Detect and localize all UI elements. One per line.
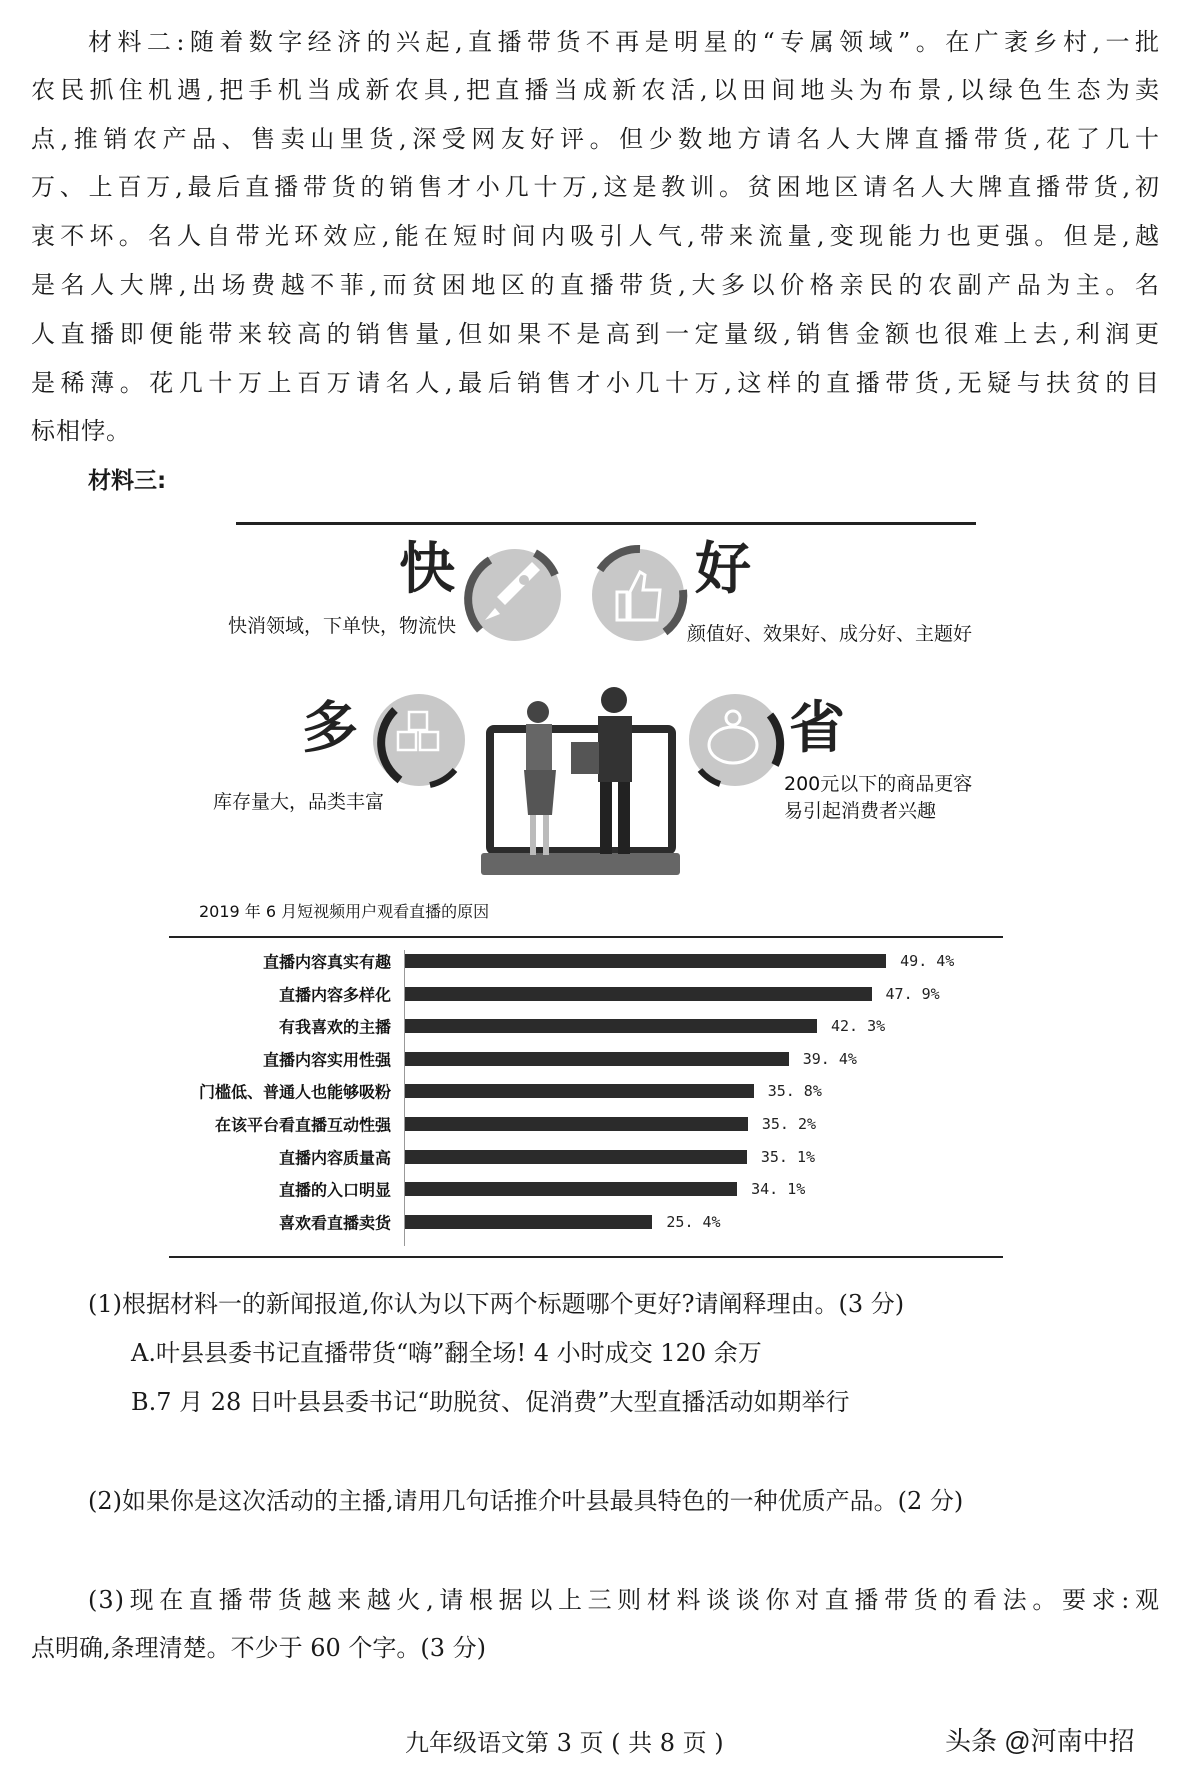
bar — [405, 1215, 652, 1229]
paragraph-line: 材料二:随着数字经济的兴起,直播带货不再是明星的“专属领域”。在广袤乡村,一批 — [88, 28, 1160, 56]
bar — [405, 1117, 748, 1131]
good-caption: 颜值好、效果好、成分好、主题好 — [687, 623, 973, 645]
bar-chart — [169, 936, 1003, 1258]
paragraph-line: 衷不坏。名人自带光环效应,能在短时间内吸引人气,带来流量,变现能力也更强。但是,越 — [31, 222, 1160, 250]
many-caption: 库存量大，品类丰富 — [213, 791, 385, 813]
question-3-line-2: 点明确,条理清楚。不少于 60 个字。(3 分) — [31, 1634, 487, 1662]
fast-char: 快 — [399, 537, 455, 602]
bar — [405, 954, 886, 968]
bar — [405, 987, 872, 1001]
rocket-icon — [468, 549, 561, 641]
paragraph-line: 标相悖。 — [31, 417, 131, 445]
category-label: 门槛低、普通人也能够吸粉 — [198, 1082, 391, 1102]
value-label: 35. 1% — [760, 1147, 816, 1166]
category-label: 直播内容质量高 — [278, 1148, 391, 1168]
laptop-with-people-illustration — [481, 687, 680, 875]
category-label: 喜欢看直播卖货 — [278, 1213, 391, 1233]
value-label: 39. 4% — [802, 1049, 857, 1068]
chart-title: 2019 年 6 月短视频用户观看直播的原因 — [199, 902, 490, 921]
paragraph-line: 农民抓住机遇,把手机当成新农具,把直播当成新农活,以田间地头为布景,以绿色生态为卖 — [31, 76, 1160, 104]
category-label: 直播内容多样化 — [278, 985, 391, 1005]
paragraph-line: 是稀薄。花几十万上百万请名人,最后销售才小几十万,这样的直播带货,无疑与扶贫的目 — [31, 369, 1160, 397]
bar — [405, 1052, 789, 1066]
value-label: 34. 1% — [751, 1180, 806, 1199]
piggy-bank-icon — [689, 694, 781, 786]
category-label: 直播内容实用性强 — [262, 1050, 391, 1070]
good-char: 好 — [695, 537, 751, 602]
save-caption-line-2: 易引起消费者兴趣 — [784, 800, 937, 822]
save-caption-line-1: 200元以下的商品更容 — [784, 773, 973, 795]
bar — [405, 1150, 747, 1164]
question-1: (1)根据材料一的新闻报道,你认为以下两个标题哪个更好?请阐释理由。(3 分) — [88, 1290, 905, 1318]
category-label: 在该平台看直播互动性强 — [214, 1115, 391, 1135]
paragraph-line: 人直播即便能带来较高的销售量,但如果不是高到一定量级,销售金额也很难上去,利润更 — [31, 320, 1160, 348]
bar — [405, 1084, 754, 1098]
watermark: 头条 @河南中招 — [945, 1726, 1135, 1756]
category-label: 直播的入口明显 — [278, 1180, 391, 1200]
category-label: 有我喜欢的主播 — [278, 1017, 391, 1037]
bar — [405, 1019, 817, 1033]
value-label: 42. 3% — [831, 1017, 886, 1036]
cubes-icon — [373, 694, 465, 786]
question-2: (2)如果你是这次活动的主播,请用几句话推介叶县最具特色的一种优质产品。(2 分) — [88, 1487, 964, 1515]
category-label: 直播内容真实有趣 — [262, 952, 391, 972]
question-1-option-a: A.叶县县委书记直播带货“嗨”翻全场! 4 小时成交 120 余万 — [131, 1339, 762, 1367]
question-1-option-b: B.7 月 28 日叶县县委书记“助脱贫、促消费”大型直播活动如期举行 — [131, 1388, 850, 1416]
paragraph-line: 是名人大牌,出场费越不菲,而贫困地区的直播带货,大多以价格亲民的农副产品为主。名 — [31, 271, 1160, 299]
paragraph-line: 点,推销农产品、售卖山里货,深受网友好评。但少数地方请名人大牌直播带货,花了几十 — [31, 125, 1160, 153]
paragraph-line: 万、上百万,最后直播带货的销售才小几十万,这是教训。贫困地区请名人大牌直播带货,初 — [31, 173, 1160, 201]
many-char: 多 — [302, 696, 358, 761]
value-label: 25. 4% — [666, 1212, 721, 1231]
value-label: 35. 2% — [761, 1115, 817, 1133]
value-label: 49. 4% — [900, 952, 955, 970]
page-footer: 九年级语文第 3 页 ( 共 8 页 ) — [405, 1729, 724, 1757]
bar — [405, 1182, 737, 1196]
chart-bottom-rule — [169, 1256, 1003, 1258]
value-label: 47. 9% — [885, 984, 940, 1003]
material-3-heading: 材料三: — [88, 468, 167, 494]
fast-caption: 快消领域，下单快，物流快 — [228, 615, 457, 637]
question-3-line-1: (3)现在直播带货越来越火,请根据以上三则材料谈谈你对直播带货的看法。要求:观 — [88, 1586, 1160, 1614]
save-char: 省 — [789, 696, 845, 761]
thumbs-up-icon — [592, 549, 684, 641]
value-label: 35. 8% — [767, 1082, 822, 1101]
